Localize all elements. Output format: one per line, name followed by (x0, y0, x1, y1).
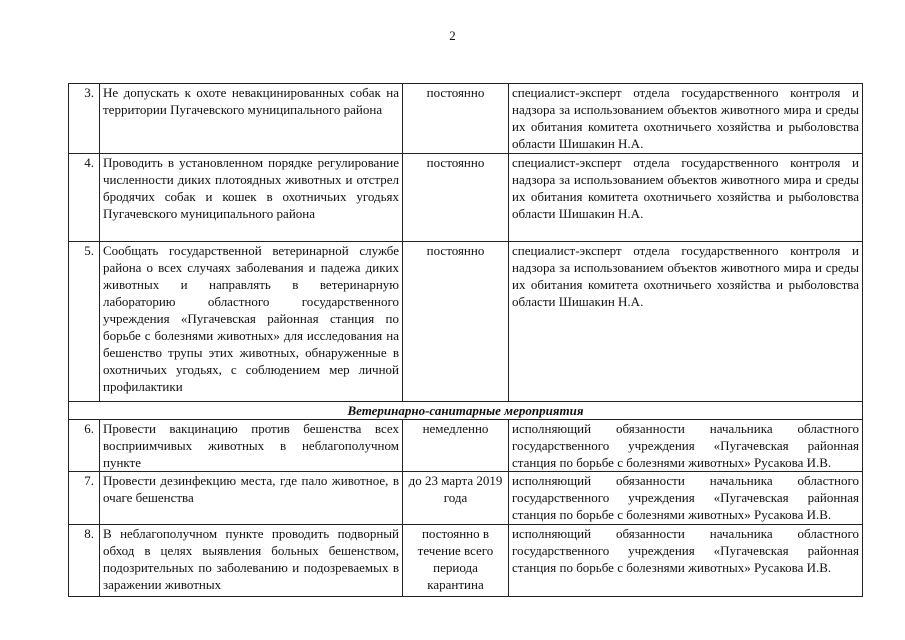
row-responsible: специалист-эксперт отдела государственного контроля и надзора за использованием объектов животного мира и среды их обитания комитета охотничьего хозяйства и рыболовства области Шишакин Н.А. (509, 154, 863, 242)
row-responsible: исполняющий обязанности начальника областного государственного учреждения «Пугачевская районная станция по борьбе с болезнями животных» Русакова И.В. (509, 525, 863, 597)
table-row (69, 84, 863, 154)
row-responsible: исполняющий обязанности начальника областного государственного учреждения «Пугачевская районная станция по борьбе с болезнями животных» Русакова И.В. (509, 472, 863, 525)
table-row (69, 420, 863, 472)
row-action: Проводить в установленном порядке регулирование численности диких плотоядных животных и отстрел бродячих собак и кошек в охотничьих угодьях Пугачевского муниципального района (100, 154, 403, 242)
row-term: постоянно (403, 242, 509, 402)
section-title: Ветеринарно-санитарные мероприятия (69, 402, 863, 420)
table-row (69, 472, 863, 525)
row-action: Провести вакцинацию против бешенства всех восприимчивых животных в неблагополучном пункте (100, 420, 403, 472)
measures-table (68, 83, 863, 597)
table-row (69, 242, 863, 402)
row-action: В неблагополучном пункте проводить подворный обход в целях выявления больных бешенством, подозрительных по заболеванию и подозреваемых в заражении животных (100, 525, 403, 597)
row-responsible: специалист-эксперт отдела государственного контроля и надзора за использованием объектов животного мира и среды их обитания комитета охотничьего хозяйства и рыболовства области Шишакин Н.А. (509, 84, 863, 154)
row-term: немедленно (403, 420, 509, 472)
page-number: 2 (449, 28, 456, 43)
row-responsible: исполняющий обязанности начальника областного государственного учреждения «Пугачевская районная станция по борьбе с болезнями животных» Русакова И.В. (509, 420, 863, 472)
row-term: постоянно (403, 154, 509, 242)
row-term: до 23 марта 2019 года (403, 472, 509, 525)
row-number: 3. (69, 84, 100, 154)
row-number: 4. (69, 154, 100, 242)
row-term: постоянно в течение всего периода карантина (403, 525, 509, 597)
row-number: 6. (69, 420, 100, 472)
row-number: 8. (69, 525, 100, 597)
row-action: Сообщать государственной ветеринарной службе района о всех случаях заболевания и падежа диких животных и направлять в ветеринарную лабораторию областного государственного учреждения «Пугачевская районная станция по борьбе с болезнями животных» для исследования на бешенство трупы этих животных, обнаруженные в охотничьих угодьях, с соблюдением мер личной профилактики (100, 242, 403, 402)
table-row (69, 154, 863, 242)
row-number: 5. (69, 242, 100, 402)
row-responsible: специалист-эксперт отдела государственного контроля и надзора за использованием объектов животного мира и среды их обитания комитета охотничьего хозяйства и рыболовства области Шишакин Н.А. (509, 242, 863, 402)
row-number: 7. (69, 472, 100, 525)
row-action: Провести дезинфекцию места, где пало животное, в очаге бешенства (100, 472, 403, 525)
table-row (69, 525, 863, 597)
row-term: постоянно (403, 84, 509, 154)
section-header-row (69, 402, 863, 420)
row-action: Не допускать к охоте невакцинированных собак на территории Пугачевского муниципального района (100, 84, 403, 154)
